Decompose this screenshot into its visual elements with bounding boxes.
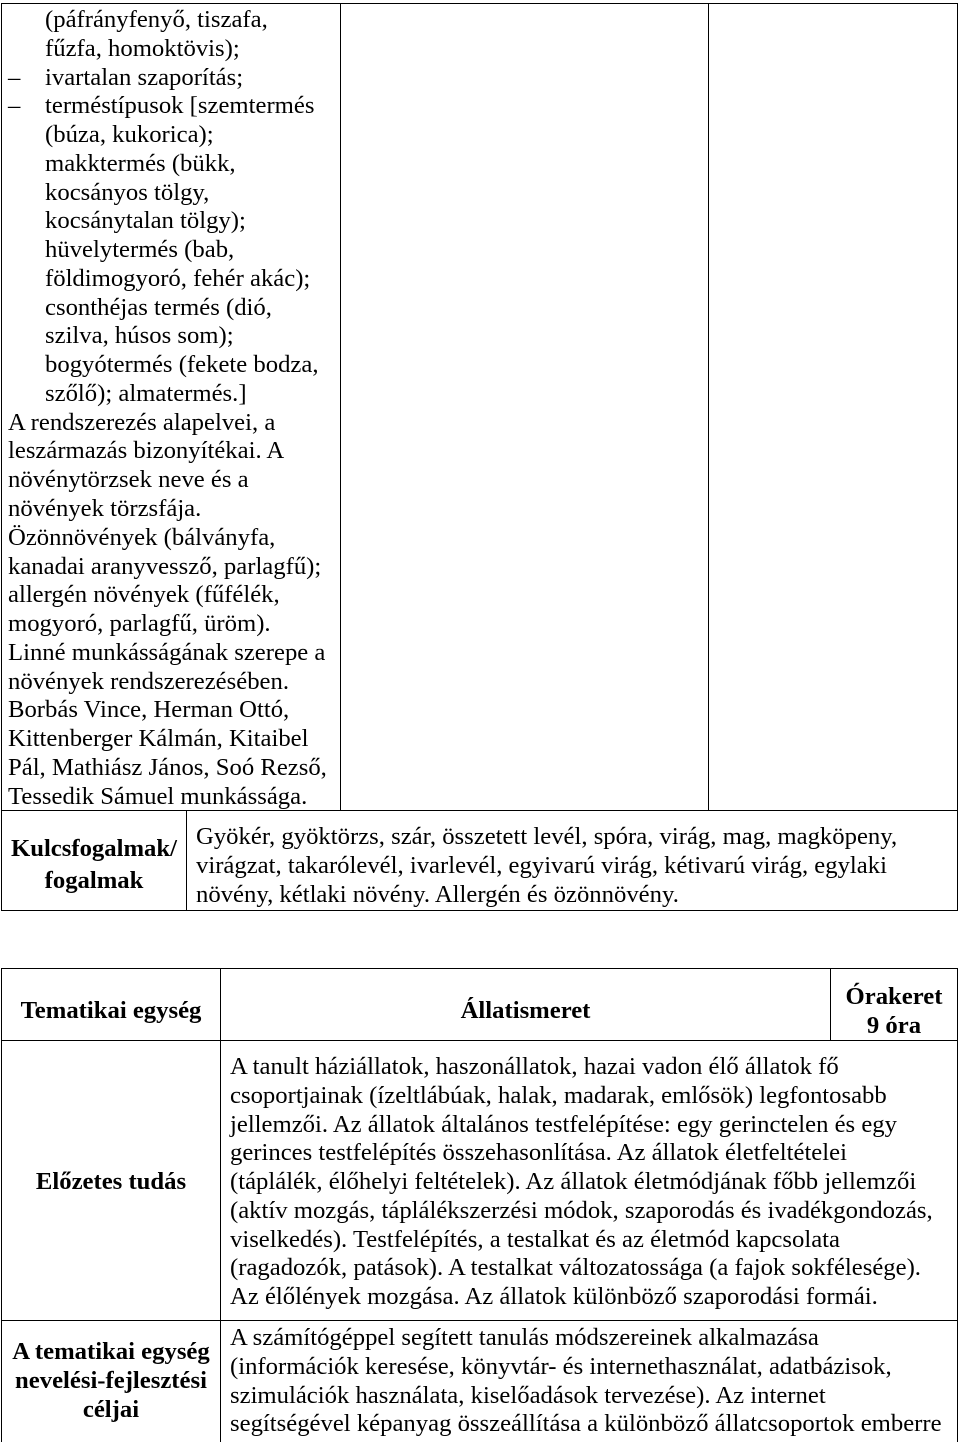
prior-knowledge-label-cell: [1, 1040, 221, 1321]
text-line: szőlő); almatermés.]: [45, 379, 247, 407]
text-line: gerinces testfelépítés összehasonlítása. Az állatok életfeltételei: [230, 1139, 847, 1167]
text-line: növénytörzsek neve és a: [8, 466, 249, 494]
text-line: A számítógéppel segített tanulás módszereinek alkalmazása: [230, 1324, 819, 1351]
text-line: Pál, Mathiász János, Soó Rezső,: [8, 753, 327, 781]
list-item-text: terméstípusok [szemtermés: [45, 92, 315, 120]
prior-knowledge-label: Előzetes tudás: [35, 1168, 187, 1196]
text-line: szilva, húsos som);: [45, 322, 234, 350]
text-line: (páfrányfenyő, tiszafa,: [45, 6, 268, 33]
text-line: virágzat, takarólevél, ivarlevél, egyivarú virág, kétivarú virág, egylaki: [196, 851, 887, 879]
text-line: növények törzsfája.: [8, 495, 202, 523]
hours-value: 9 óra: [866, 1011, 922, 1039]
text-line: jellemzői. Az állatok általános testfelépítése: egy gerinctelen és egy: [230, 1110, 897, 1138]
text-line: leszármazás bizonyítékai. A: [8, 437, 285, 465]
development-goals-text-cell: [220, 1320, 958, 1442]
text-line: növények rendszerezésében.: [8, 667, 290, 695]
list-item: [8, 92, 340, 121]
prior-knowledge-text-cell: [220, 1040, 958, 1321]
text-line: hüvelytermés (bab,: [45, 236, 235, 264]
list-bullet: –: [8, 63, 21, 91]
text-line: kocsányos tölgy,: [45, 178, 210, 206]
text-line: (táplálék, élőhelyi feltételek). Az állatok életmódjának főbb jellemzői: [230, 1168, 917, 1196]
text-line: növény, kétlaki növény. Allergén és özönnövény.: [196, 880, 679, 908]
unit-title: Állatismeret: [460, 997, 591, 1025]
text-line: makktermés (bükk,: [45, 149, 236, 177]
text-line: szimulációk használata, kiselőadások tervezése). Az internet: [230, 1381, 826, 1409]
development-goals-label: céljai: [82, 1395, 140, 1423]
text-line: Az élőlények mozgása. Az állatok különböző szaporodási formái.: [230, 1283, 878, 1311]
hours-label: Órakeret: [845, 982, 943, 1010]
text-line: mogyoró, parlagfű, üröm).: [8, 610, 271, 638]
text-line: viselkedés). Testfelépítés, a testalkat és az életmód kapcsolata: [230, 1225, 840, 1253]
development-goals-label: A tematikai egység: [12, 1338, 210, 1365]
key-concepts-label: fogalmak: [44, 866, 144, 894]
text-line: A tanult háziállatok, haszonállatok, hazai vadon élő állatok fő: [230, 1053, 839, 1080]
list-item-text: ivartalan szaporítás;: [45, 63, 244, 91]
unit-label: Tematikai egység: [20, 997, 202, 1025]
empty-cell-middle: [340, 3, 709, 811]
text-line: allergén növények (fűfélék,: [8, 581, 280, 609]
text-line: (ragadozók, patások). A testalkat változatossága (a fajok sokfélesége).: [230, 1254, 921, 1282]
empty-cell-right: [708, 3, 958, 811]
development-goals-label-cell: [1, 1320, 221, 1442]
text-line: Kittenberger Kálmán, Kitaibel: [8, 725, 309, 753]
text-line: (információk keresése, könyvtár- és internethasználat, adatbázisok,: [230, 1352, 892, 1380]
list-item: [8, 64, 340, 93]
hours-cell: [830, 968, 958, 1041]
key-concepts-label-cell: [1, 810, 187, 911]
text-line: (búza, kukorica);: [45, 121, 214, 149]
text-line: (aktív mozgás, táplálékszerzési módok, szaporodás és ivadékgondozás,: [230, 1196, 933, 1224]
key-concepts-label: Kulcsfogalmak/: [11, 834, 177, 862]
text-line: csonthéjas termés (dió,: [45, 293, 272, 321]
text-line: A rendszerezés alapelvei, a: [8, 408, 276, 436]
text-line: segítségével képanyag összeállítása a különböző állatcsoportok emberre: [230, 1410, 942, 1438]
text-line: bogyótermés (fekete bodza,: [45, 351, 319, 379]
text-line: Gyökér, gyöktörzs, szár, összetett levél, spóra, virág, mag, magköpeny,: [196, 823, 898, 850]
key-concepts-text-cell: [186, 810, 958, 911]
text-line: földimogyoró, fehér akác);: [45, 264, 311, 292]
text-line: Tessedik Sámuel munkássága.: [8, 782, 308, 810]
text-line: fűzfa, homoktövis);: [45, 34, 240, 62]
development-goals-label: nevelési-fejlesztési: [15, 1366, 207, 1394]
text-line: csoportjainak (ízeltlábúak, halak, madarak, emlősök) legfontosabb: [230, 1081, 887, 1109]
text-line: Borbás Vince, Herman Ottó,: [8, 696, 290, 724]
topic-content-cell: [1, 3, 341, 811]
text-line: Linné munkásságának szerepe a: [8, 638, 326, 666]
text-line: Özönnövények (bálványfa,: [8, 523, 276, 551]
unit-label-cell: [1, 968, 221, 1041]
list-bullet: –: [8, 92, 21, 120]
unit-title-cell: [220, 968, 831, 1041]
text-line: kocsánytalan tölgy);: [45, 207, 246, 235]
text-line: kanadai aranyvessző, parlagfű);: [8, 552, 322, 580]
